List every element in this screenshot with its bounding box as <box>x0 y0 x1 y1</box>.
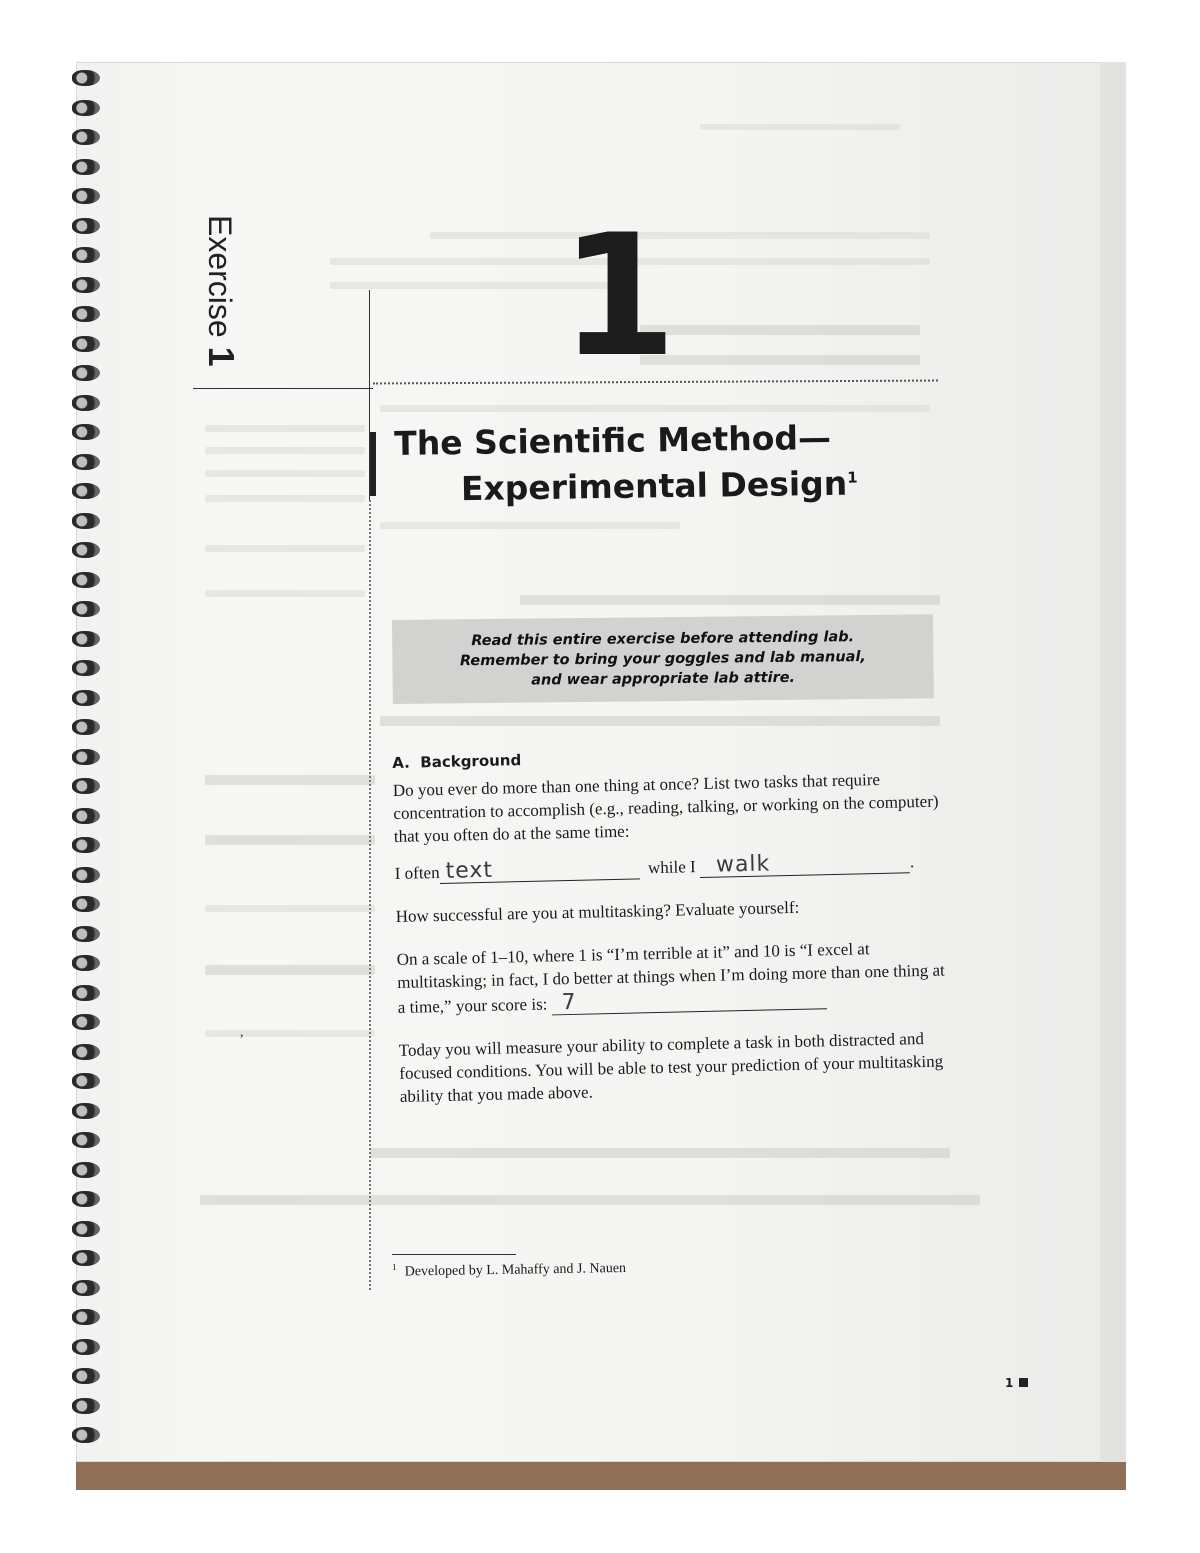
spiral-coil <box>72 1132 100 1148</box>
spiral-coil <box>72 454 100 470</box>
spiral-coil <box>72 159 100 175</box>
spiral-coil <box>72 1103 100 1119</box>
spiral-binding <box>72 70 108 1460</box>
spiral-coil <box>72 1280 100 1296</box>
spiral-coil <box>72 424 100 440</box>
spiral-coil <box>72 1309 100 1325</box>
spiral-coil <box>72 218 100 234</box>
dotted-margin-line <box>369 500 371 1290</box>
spiral-coil <box>72 188 100 204</box>
spiral-coil <box>72 513 100 529</box>
page-number: 1 <box>1005 1376 1028 1390</box>
tasks-fill-in: I often text while I walk . <box>394 848 942 885</box>
spiral-coil <box>72 483 100 499</box>
spiral-coil <box>72 778 100 794</box>
spiral-coil <box>72 660 100 676</box>
spiral-coil <box>72 247 100 263</box>
spiral-coil <box>72 749 100 765</box>
spiral-coil <box>72 601 100 617</box>
spiral-coil <box>72 542 100 558</box>
spiral-coil <box>72 100 100 116</box>
spiral-coil <box>72 365 100 381</box>
spiral-coil <box>72 955 100 971</box>
spiral-coil <box>72 1398 100 1414</box>
spiral-coil <box>72 631 100 647</box>
spiral-coil <box>72 1221 100 1237</box>
task-blank-1[interactable]: text <box>439 854 640 884</box>
spiral-coil <box>72 1191 100 1207</box>
spiral-coil <box>72 336 100 352</box>
closing-paragraph: Today you will measure your ability to complete a task in both distracted and focused conditions. You will be able to test your prediction of your multitasking ability that you made above. <box>398 1029 944 1106</box>
score-blank[interactable]: 7 <box>551 984 826 1015</box>
spiral-coil <box>72 1162 100 1178</box>
spiral-coil <box>72 896 100 912</box>
spiral-coil <box>72 1427 100 1443</box>
intro-paragraph: Do you ever do more than one thing at once? List two tasks that require concentration to accomplish (e.g., reading, talking, or working on the computer) that you often do at the same time: <box>392 769 939 846</box>
exercise-label: Exercise 1 <box>201 215 242 367</box>
spiral-coil <box>72 1339 100 1355</box>
spiral-coil <box>72 867 100 883</box>
spiral-coil <box>72 277 100 293</box>
chapter-number: 1 <box>560 198 677 394</box>
task-blank-2[interactable]: walk <box>700 848 911 878</box>
spiral-coil <box>72 1368 100 1384</box>
spiral-coil <box>72 690 100 706</box>
spiral-coil <box>72 1014 100 1030</box>
footnote-rule <box>392 1254 516 1255</box>
title-bar <box>370 432 376 496</box>
desk-surface <box>76 1462 1126 1490</box>
page-edge <box>1100 62 1126 1462</box>
spiral-coil <box>72 1250 100 1266</box>
spiral-coil <box>72 572 100 588</box>
page-title: The Scientific Method— Experimental Design$^1$ <box>394 417 858 509</box>
pen-mark: , <box>240 1025 244 1040</box>
reminder-banner: Read this entire exercise before attending lab. Remember to bring your goggles and lab manual, and wear appropriate lab attire. <box>392 614 934 704</box>
background-section <box>392 740 948 1108</box>
spiral-coil <box>72 1044 100 1060</box>
evaluation-question: How successful are you at multitasking? Evaluate yourself: <box>395 897 800 926</box>
spiral-coil <box>72 70 100 86</box>
spiral-coil <box>72 306 100 322</box>
spiral-coil <box>72 129 100 145</box>
horizontal-divider <box>193 388 373 389</box>
spiral-coil <box>72 1073 100 1089</box>
spiral-coil <box>72 926 100 942</box>
spiral-coil <box>72 719 100 735</box>
footnote: $^1$ Developed by L. Mahaffy and J. Nauen <box>392 1260 627 1280</box>
spiral-coil <box>72 985 100 1001</box>
section-heading: A. Background <box>392 751 522 772</box>
spiral-coil <box>72 837 100 853</box>
scale-paragraph: On a scale of 1–10, where 1 is “I’m terrible at it” and 10 is “I excel at multitasking; in fact, I do better at things when I’m doing more than one thing at a time,” your score is: 7 <box>396 939 945 1017</box>
spiral-coil <box>72 808 100 824</box>
spiral-coil <box>72 395 100 411</box>
